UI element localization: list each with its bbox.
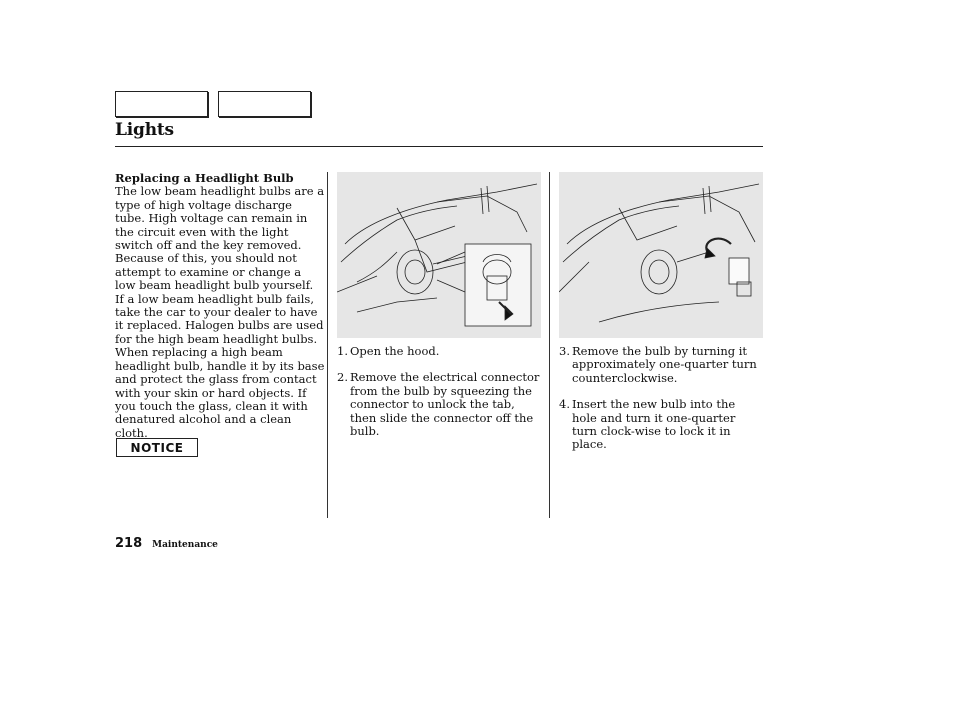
step-text: Insert the new bulb into the hole and turn it one-quarter turn clock-wise to lock it in place. (572, 397, 736, 452)
step-number: 4. (559, 397, 570, 412)
title-rule (115, 146, 763, 147)
step-number: 1. (337, 344, 348, 358)
page-footer (115, 536, 218, 551)
list-item (559, 398, 763, 452)
step-text: Open the hood. (350, 344, 440, 358)
notice-badge: NOTICE (116, 438, 198, 457)
list-item (337, 345, 541, 358)
section-heading: Replacing a Headlight Bulb (115, 171, 294, 185)
section-name: Maintenance (152, 540, 218, 550)
step-text: Remove the bulb by turning it approximately one-quarter turn counterclockwise. (572, 344, 757, 385)
bulb-removal-illustration (559, 172, 763, 338)
page-title: Lights (115, 120, 174, 140)
list-item (337, 371, 541, 438)
nav-prev-button[interactable] (115, 91, 208, 117)
column-divider (327, 172, 328, 518)
list-item (559, 345, 763, 385)
steps-list-left (337, 345, 541, 451)
step-text: Remove the electrical connector from the bulb by squeezing the connector to unlock the tab, then slide the connector off the bulb. (350, 370, 540, 439)
connector-removal-illustration (337, 172, 541, 338)
step-number: 2. (337, 370, 348, 385)
intro-column (115, 172, 325, 440)
page-number: 218 (115, 536, 143, 551)
intro-paragraph: The low beam headlight bulbs are a type of high voltage discharge tube. High voltage can remain in the circuit even with the light switch off and the key removed. Because of this, you should not attempt to examine or change a low beam headlight bulb yourself. If a low beam headlight bulb fails, take the car to your dealer to have it replaced. Halogen bulbs are used for the high beam headlight bulbs. When replacing a high beam headlight bulb, handle it by its base and protect the glass from contact with your skin or hard objects. If you touch the glass, clean it with denatured alcohol and a clean cloth. (115, 184, 325, 440)
column-divider (549, 172, 550, 518)
step-number: 3. (559, 344, 570, 358)
nav-next-button[interactable] (218, 91, 311, 117)
steps-list-right (559, 345, 763, 465)
